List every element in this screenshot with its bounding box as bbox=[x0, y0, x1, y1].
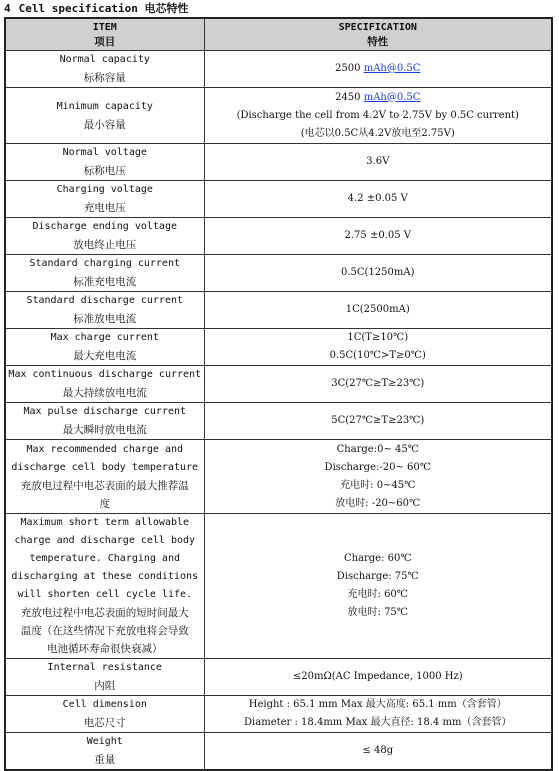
item-label-en: Normal voltage bbox=[62, 147, 147, 158]
item-label-en: Cell dimension bbox=[62, 699, 147, 710]
table-row bbox=[5, 218, 552, 255]
table-body bbox=[5, 51, 552, 771]
item-label-cn: 最大充电电流 bbox=[73, 350, 137, 362]
item-label-en: Normal capacity bbox=[59, 54, 150, 65]
item-cell bbox=[5, 733, 204, 771]
item-label-cn: 标称电压 bbox=[83, 165, 126, 177]
spec-header bbox=[204, 18, 552, 51]
spec-text: 0.5C(1250mA) bbox=[340, 267, 415, 278]
item-header-en: ITEM bbox=[92, 21, 117, 33]
spec-cell bbox=[204, 329, 552, 366]
spec-cell bbox=[204, 181, 552, 218]
spec-line bbox=[207, 604, 550, 622]
item-label-cn: 最大持续放电电流 bbox=[62, 387, 147, 399]
item-label-en: Charging voltage bbox=[56, 184, 153, 195]
item-cell bbox=[5, 51, 204, 88]
cell-spec-table bbox=[4, 17, 553, 771]
spec-text: 4.2 ±0.05 V bbox=[347, 193, 408, 204]
section-number: 4 bbox=[4, 2, 11, 15]
spec-text: 1C(2500mA) bbox=[345, 304, 410, 315]
spec-header-en: SPECIFICATION bbox=[338, 21, 417, 33]
item-label-cn: 充放电过程中电芯表面的短时间最大 bbox=[20, 607, 189, 619]
spec-cell bbox=[204, 440, 552, 514]
item-label-en: Maximum short term allowable bbox=[20, 517, 190, 528]
spec-text: 5C(27℃≥T≥23℃) bbox=[331, 415, 425, 426]
spec-text: 2500 bbox=[335, 63, 364, 74]
item-label-en: discharging at these conditions bbox=[11, 571, 199, 582]
item-cell bbox=[5, 366, 204, 403]
item-label-en: Standard discharge current bbox=[26, 295, 184, 306]
spec-text: ≤ 48g bbox=[362, 745, 394, 756]
spec-line bbox=[207, 459, 550, 477]
spec-text: Discharge:-20~ 60℃ bbox=[324, 461, 431, 473]
spec-cell bbox=[204, 366, 552, 403]
spec-text: Height : 65.1 mm Max 最大高度: 65.1 mm（含套管） bbox=[248, 699, 507, 710]
section-title-text: Cell specification 电芯特性 bbox=[18, 2, 189, 15]
item-cell bbox=[5, 659, 204, 696]
spec-header-cn: 特性 bbox=[367, 35, 389, 48]
table-row bbox=[5, 255, 552, 292]
item-label-en: Max recommended charge and bbox=[26, 443, 184, 455]
spec-line bbox=[207, 412, 550, 430]
item-cell bbox=[5, 181, 204, 218]
item-label-cn: 最小容量 bbox=[83, 118, 126, 131]
item-label-cn: 最大瞬时放电电流 bbox=[62, 424, 147, 436]
spec-text: Diameter : 18.4mm Max 最大直径: 18.4 mm（含套管） bbox=[244, 717, 512, 728]
item-label-cn: 标准充电电流 bbox=[73, 276, 137, 288]
item-label-en: Max charge current bbox=[50, 332, 159, 343]
spec-line bbox=[207, 347, 550, 365]
spec-line bbox=[207, 329, 550, 347]
item-cell bbox=[5, 144, 204, 181]
spec-cell bbox=[204, 514, 552, 659]
spec-cell bbox=[204, 51, 552, 88]
item-label-en: Weight bbox=[86, 736, 123, 747]
spec-text: 2.75 ±0.05 V bbox=[344, 230, 411, 241]
capacity-link[interactable]: mAh@0.5C bbox=[363, 63, 421, 74]
spec-line bbox=[207, 495, 550, 513]
spec-cell bbox=[204, 659, 552, 696]
item-label-en: Max continuous discharge current bbox=[8, 369, 202, 380]
spec-text: ≤20mΩ(AC Impedance, 1000 Hz) bbox=[292, 671, 463, 682]
item-label-cn: 标准放电电流 bbox=[73, 313, 137, 325]
capacity-link[interactable]: mAh@0.5C bbox=[363, 91, 421, 103]
spec-line bbox=[207, 190, 550, 208]
table-row bbox=[5, 88, 552, 144]
table-row bbox=[5, 403, 552, 440]
table-row bbox=[5, 696, 552, 733]
table-header-row bbox=[5, 18, 552, 51]
spec-text: 0.5C(10℃>T≥0℃) bbox=[329, 350, 426, 361]
table-row bbox=[5, 144, 552, 181]
spec-line bbox=[207, 550, 550, 568]
spec-line bbox=[207, 227, 550, 245]
spec-text: 2450 bbox=[335, 91, 364, 103]
spec-text: 1C(T≥10℃) bbox=[347, 332, 409, 343]
table-row bbox=[5, 292, 552, 329]
item-cell bbox=[5, 218, 204, 255]
spec-cell bbox=[204, 255, 552, 292]
spec-line bbox=[207, 568, 550, 586]
spec-text: Charge: 60℃ bbox=[343, 553, 412, 564]
item-header bbox=[5, 18, 204, 51]
item-label-en: Internal resistance bbox=[47, 662, 162, 673]
item-label-en: temperature. Charging and bbox=[29, 553, 180, 564]
table-row bbox=[5, 440, 552, 514]
spec-text: Charge:0~ 45℃ bbox=[336, 443, 419, 455]
spec-text: Discharge: 75℃ bbox=[336, 571, 419, 582]
spec-line bbox=[207, 714, 550, 732]
spec-cell bbox=[204, 144, 552, 181]
table-row bbox=[5, 733, 552, 771]
item-label-cn: 重量 bbox=[94, 754, 116, 766]
spec-line bbox=[207, 477, 550, 495]
item-header-cn: 项目 bbox=[94, 35, 116, 48]
spec-line bbox=[207, 60, 550, 78]
item-label-en: will shorten cell cycle life. bbox=[17, 589, 193, 600]
spec-text: 3.6V bbox=[366, 156, 390, 167]
spec-line bbox=[207, 301, 550, 319]
item-label-cn: 内阻 bbox=[94, 680, 116, 692]
item-cell bbox=[5, 292, 204, 329]
section-title bbox=[4, 1, 188, 17]
spec-cell bbox=[204, 88, 552, 144]
table-row bbox=[5, 366, 552, 403]
item-label-cn: 度 bbox=[99, 497, 110, 510]
spec-line bbox=[207, 586, 550, 604]
item-label-en: Standard charging current bbox=[29, 258, 180, 269]
table-row bbox=[5, 659, 552, 696]
spec-line bbox=[207, 742, 550, 760]
spec-text: (电芯以0.5C从4.2V放电至2.75V) bbox=[300, 127, 455, 139]
spec-text: (Discharge the cell from 4.2V to 2.75V by 0.5C current) bbox=[236, 109, 519, 121]
table-row bbox=[5, 181, 552, 218]
item-label-cn: 充放电过程中电芯表面的最大推荐温 bbox=[20, 479, 189, 492]
spec-cell bbox=[204, 292, 552, 329]
spec-line bbox=[207, 125, 550, 143]
spec-cell bbox=[204, 218, 552, 255]
spec-line bbox=[207, 668, 550, 686]
table-row bbox=[5, 51, 552, 88]
item-label-cn: 标称容量 bbox=[83, 72, 126, 84]
item-label-cn: 温度（在这些情况下充放电将会导致 bbox=[20, 625, 189, 637]
table-row bbox=[5, 329, 552, 366]
item-label-en: Minimum capacity bbox=[56, 100, 153, 112]
item-cell bbox=[5, 255, 204, 292]
spec-text: 3C(27℃≥T≥23℃) bbox=[331, 378, 425, 389]
table-row bbox=[5, 514, 552, 659]
spec-text: 充电时: 60℃ bbox=[347, 589, 408, 600]
item-cell bbox=[5, 440, 204, 514]
spec-line bbox=[207, 107, 550, 125]
item-label-en: discharge cell body temperature bbox=[11, 461, 199, 473]
spec-line bbox=[207, 441, 550, 459]
spec-line bbox=[207, 153, 550, 171]
spec-text: 充电时: 0~45℃ bbox=[340, 479, 416, 491]
item-label-en: Max pulse discharge current bbox=[23, 406, 187, 417]
item-cell bbox=[5, 88, 204, 144]
spec-cell bbox=[204, 403, 552, 440]
item-label-cn: 电芯尺寸 bbox=[83, 717, 126, 729]
item-label-en: charge and discharge cell body bbox=[14, 535, 196, 546]
spec-cell bbox=[204, 696, 552, 733]
spec-line bbox=[207, 89, 550, 107]
spec-text: 放电时: 75℃ bbox=[347, 607, 408, 618]
spec-cell bbox=[204, 733, 552, 771]
item-cell bbox=[5, 696, 204, 733]
spec-text: 放电时: -20~60℃ bbox=[335, 497, 421, 509]
item-cell bbox=[5, 329, 204, 366]
item-label-en: Discharge ending voltage bbox=[32, 221, 177, 232]
item-label-cn: 充电电压 bbox=[83, 202, 126, 214]
item-cell bbox=[5, 514, 204, 659]
spec-line bbox=[207, 264, 550, 282]
spec-line bbox=[207, 375, 550, 393]
item-label-cn: 放电终止电压 bbox=[73, 239, 137, 251]
spec-line bbox=[207, 696, 550, 714]
item-label-cn: 电池循环寿命很快衰减） bbox=[47, 643, 163, 655]
item-cell bbox=[5, 403, 204, 440]
